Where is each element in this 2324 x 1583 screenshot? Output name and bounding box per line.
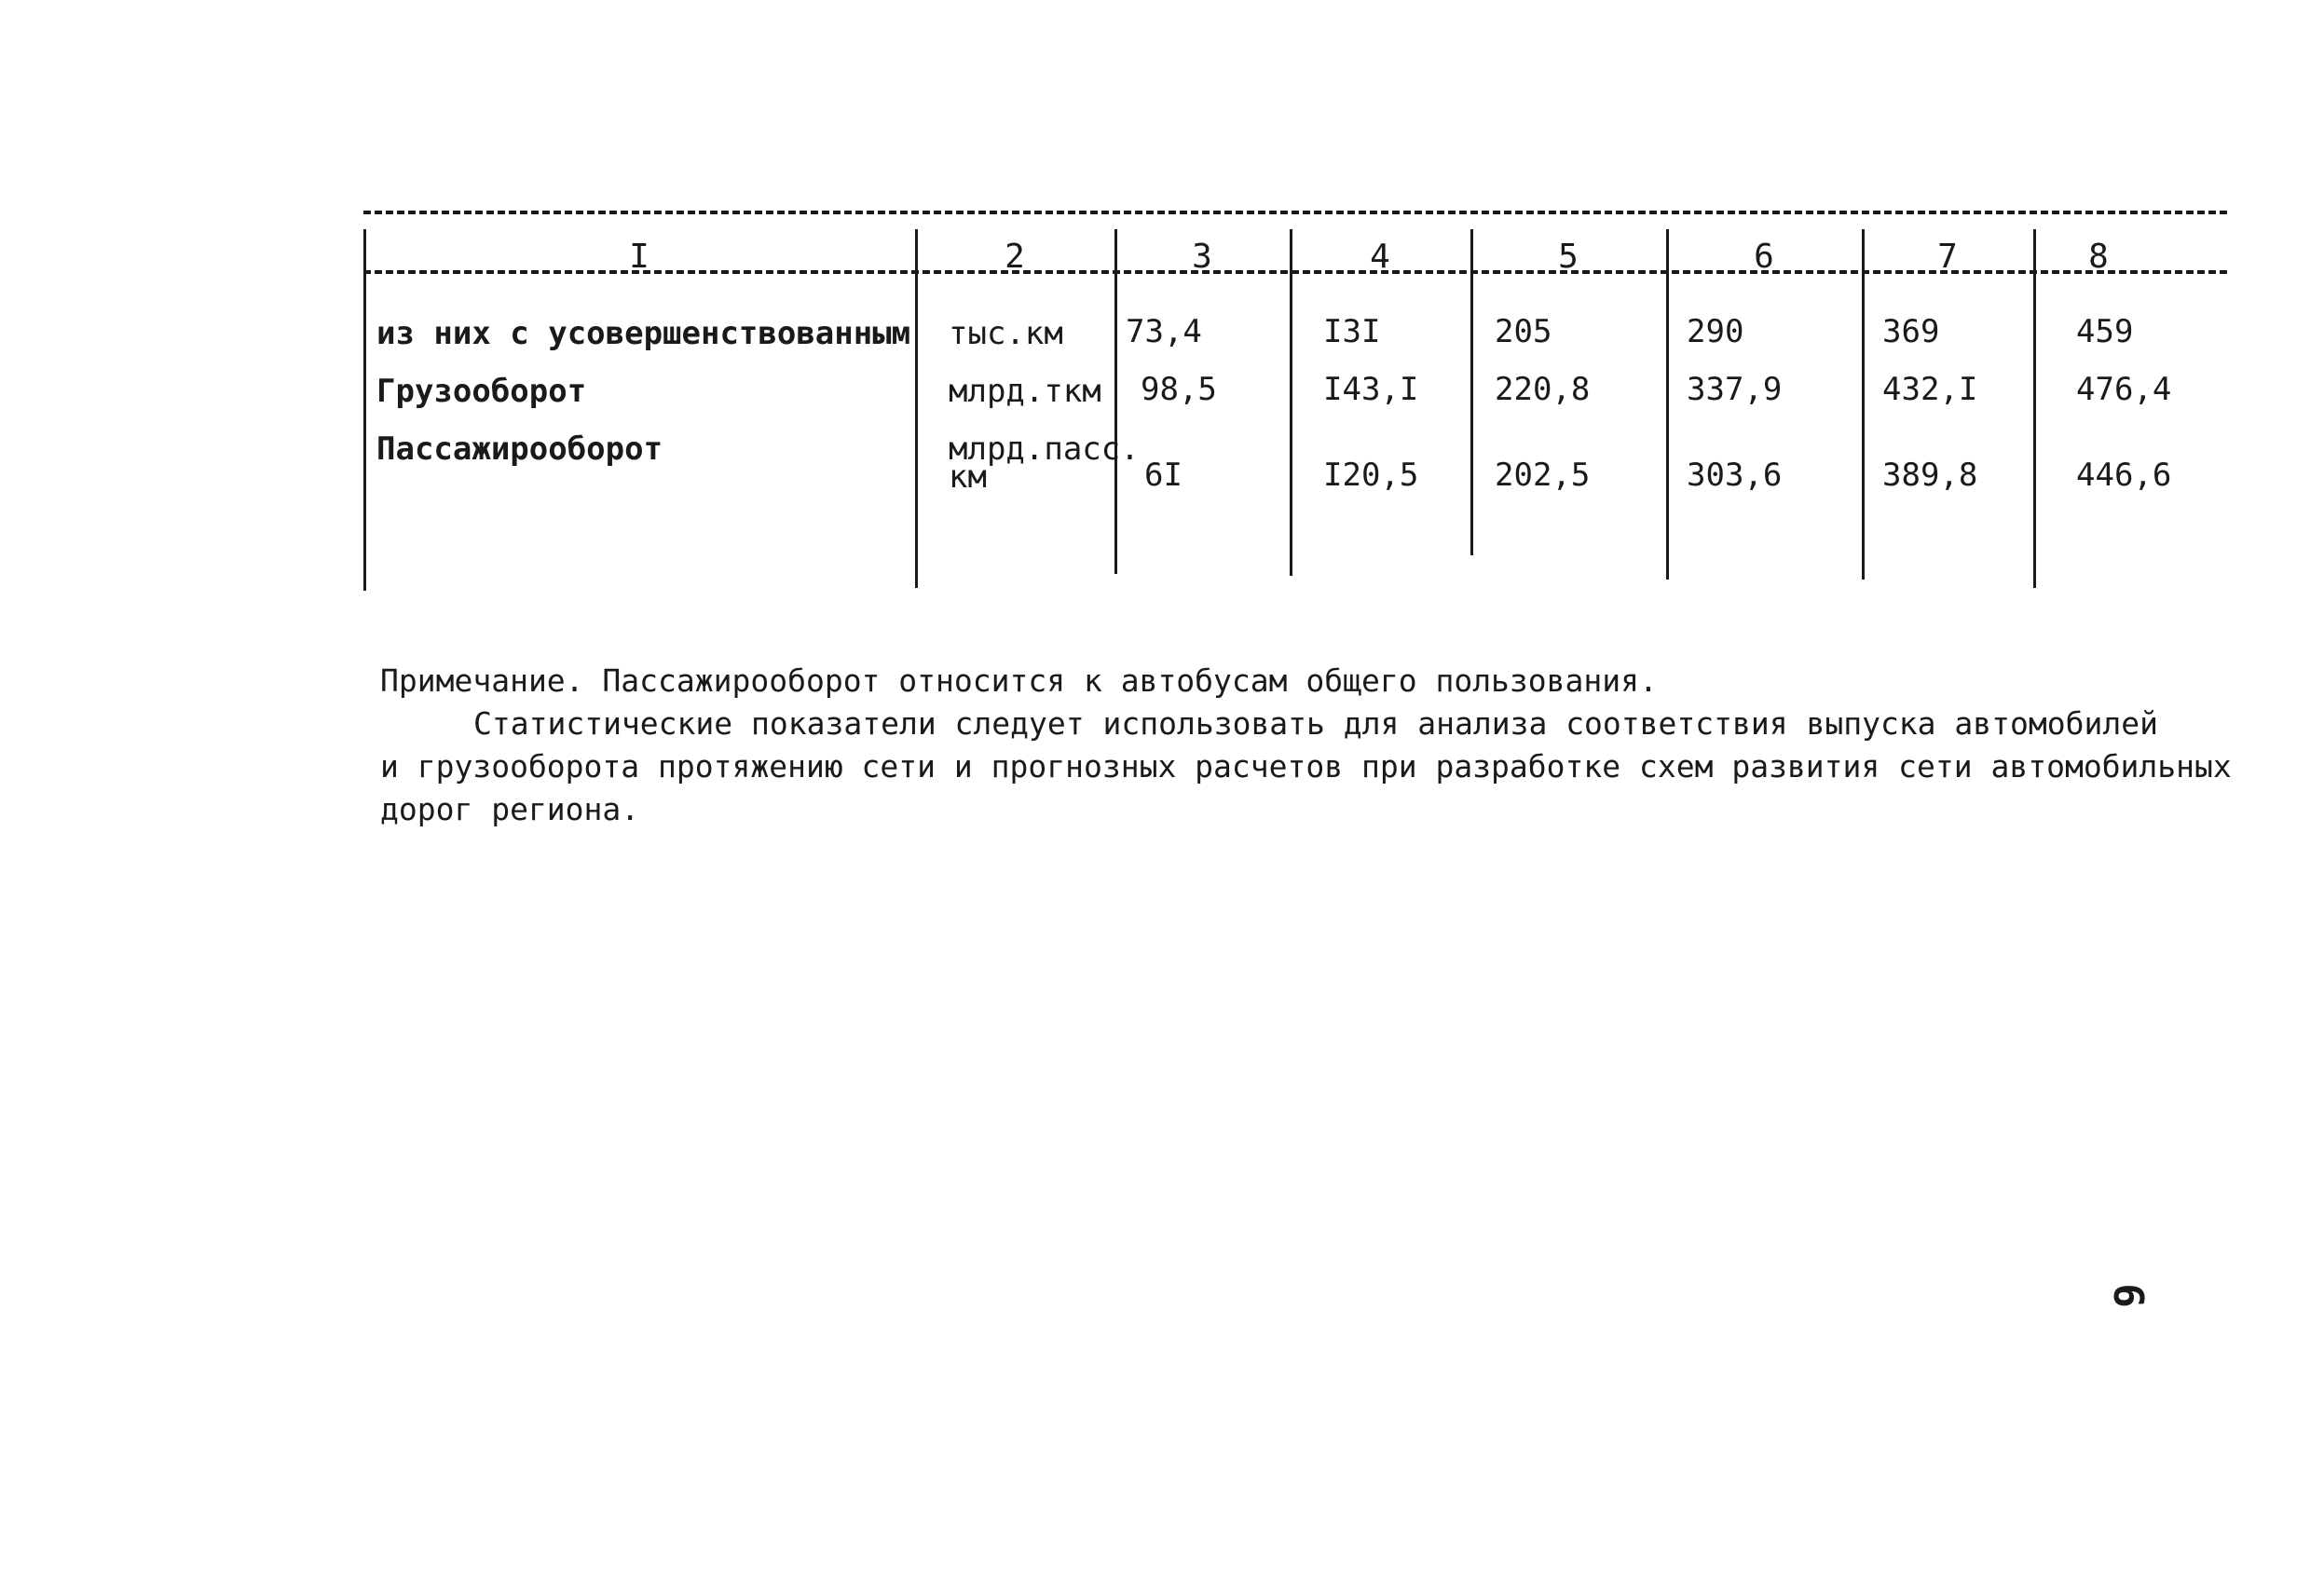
note-line: Статистические показатели следует использовать для анализа соответствия выпуска автомобилей <box>473 705 2158 742</box>
table-cell: 432,I <box>1882 371 1978 408</box>
note-line: и грузооборота протяжению сети и прогнозных расчетов при разработке схем развития сети автомобильных <box>380 748 2232 785</box>
table-cell: 389,8 <box>1882 457 1978 494</box>
note-line: Примечание. Пассажирооборот относится к автобусам общего пользования. <box>380 662 1658 699</box>
table-cell: I43,I <box>1323 371 1419 408</box>
page-number: 6 <box>2103 1283 2152 1308</box>
column-line <box>2033 229 2036 588</box>
column-line <box>1470 229 1473 555</box>
table-cell: 220,8 <box>1495 371 1591 408</box>
column-line <box>1290 229 1292 576</box>
header-cell: 6 <box>1754 238 1774 276</box>
table-cell: 6I <box>1144 457 1183 494</box>
column-line <box>363 229 366 591</box>
header-cell: 2 <box>1005 238 1025 276</box>
table-cell: 290 <box>1687 313 1744 350</box>
table-cell: 205 <box>1495 313 1552 350</box>
table-cell: 476,4 <box>2076 371 2172 408</box>
row-unit: км <box>949 458 987 496</box>
header-cell: 5 <box>1558 238 1579 276</box>
notes-section <box>380 660 2232 831</box>
header-cell: I <box>629 238 649 276</box>
table-cell: 202,5 <box>1495 457 1591 494</box>
table-top-rule <box>363 211 2227 214</box>
header-cell: 3 <box>1192 238 1212 276</box>
row-label: Грузооборот <box>376 373 587 410</box>
table-cell: I3I <box>1323 313 1381 350</box>
table-cell: 98,5 <box>1141 371 1217 408</box>
statistics-table <box>363 211 2227 591</box>
column-line <box>915 229 918 588</box>
column-line <box>1862 229 1865 580</box>
table-cell: I20,5 <box>1323 457 1419 494</box>
column-line <box>1114 229 1117 574</box>
row-unit: млрд.пасс. <box>949 430 1140 468</box>
note-line: дорог региона. <box>380 791 640 827</box>
row-label: из них с усовершенствованным <box>376 315 911 352</box>
header-cell: 7 <box>1937 238 1958 276</box>
header-cell: 8 <box>2088 238 2109 276</box>
row-label: Пассажирооборот <box>376 430 663 468</box>
column-line <box>1666 229 1669 580</box>
table-cell: 303,6 <box>1687 457 1783 494</box>
row-unit: тыс.км <box>949 315 1063 352</box>
table-cell: 459 <box>2076 313 2134 350</box>
table-cell: 73,4 <box>1126 313 1202 350</box>
table-cell: 446,6 <box>2076 457 2172 494</box>
row-unit: млрд.ткм <box>949 373 1101 410</box>
header-cell: 4 <box>1370 238 1390 276</box>
table-cell: 369 <box>1882 313 1940 350</box>
table-cell: 337,9 <box>1687 371 1783 408</box>
